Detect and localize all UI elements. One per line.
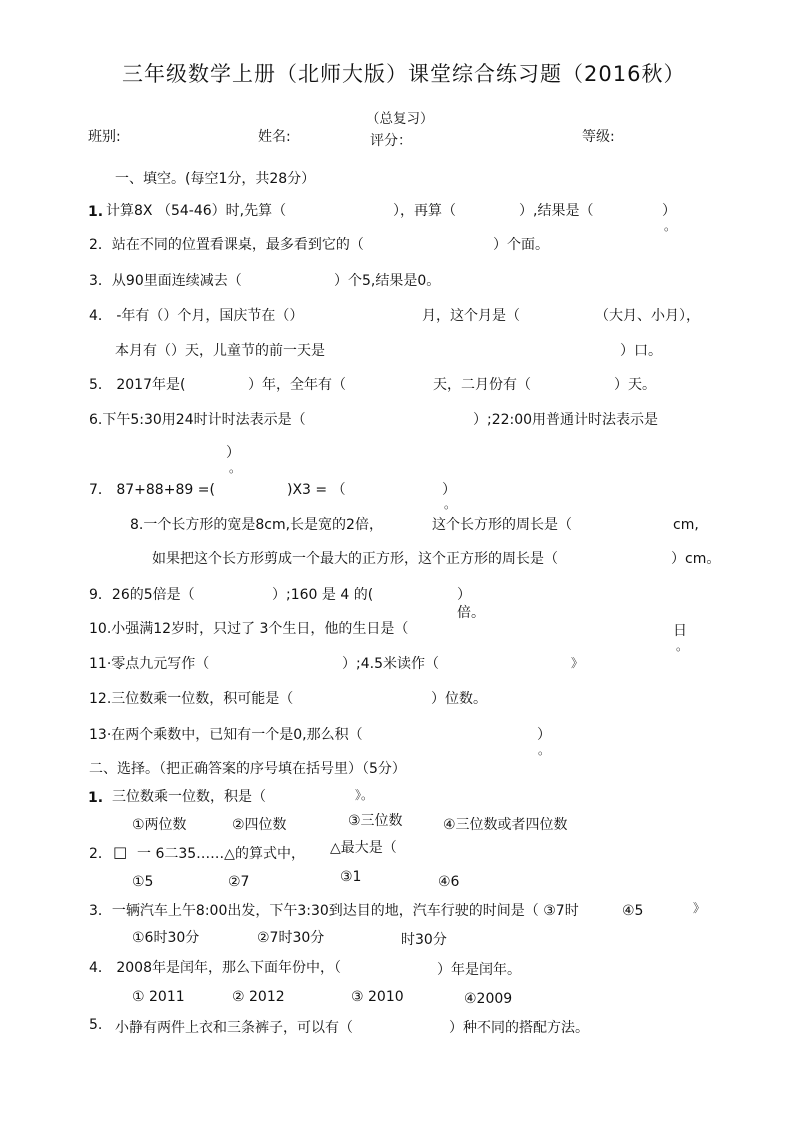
- question-text: ）;4.5米读作（: [342, 656, 439, 672]
- option-4: ④2009: [464, 991, 513, 1007]
- question-text: 如果把这个长方形剪成一个最大的正方形，这个正方形的周长是（: [152, 551, 558, 567]
- class-label: 班别:: [88, 129, 121, 145]
- question-text: 7． 87+88+89 =(: [89, 482, 215, 498]
- option-2: ②7: [228, 874, 250, 890]
- punctuation: 。: [538, 743, 551, 757]
- punctuation: 。: [229, 461, 242, 475]
- question-text: ），再算（: [393, 203, 456, 219]
- question-text: ）个面。: [493, 237, 549, 253]
- question-text: 3．从90里面连续减去（: [89, 273, 242, 289]
- section1-heading: 一、填空。(每空1分，共28分）: [115, 171, 316, 187]
- question-text: ④5: [622, 903, 644, 919]
- question-text: 倍。: [457, 605, 485, 621]
- question-number: 1.: [88, 204, 104, 220]
- punctuation: 。: [664, 219, 677, 233]
- question-text: 13·在两个乘数中，已知有一个是0,那么积（: [89, 727, 363, 743]
- question-text: ）天。: [614, 377, 656, 393]
- question-text: （大月、小月），: [595, 308, 700, 324]
- question-text: ）年是闰年。: [437, 962, 521, 978]
- question-text: 8.一个长方形的宽是8cm,长是宽的2倍，: [130, 517, 383, 533]
- question-text: ）位数。: [431, 691, 487, 707]
- question-text: 三位数乘一位数，积是（: [112, 789, 266, 805]
- question-text: 12.三位数乘一位数，积可能是（: [89, 691, 294, 707]
- question-text: 月，这个月是（: [422, 308, 520, 324]
- question-text: 6.下午5:30用24时计时法表示是（: [89, 412, 306, 428]
- question-text: ）: [226, 445, 240, 461]
- grade-label: 等级:: [582, 129, 615, 145]
- question-text: 5． 2017年是(: [89, 377, 186, 393]
- question-text: 11·零点九元写作（: [89, 656, 210, 672]
- question-text: 4． 2008年是闰年，那么下面年份中，（: [89, 960, 341, 976]
- question-text: 这个长方形的周长是（: [432, 517, 572, 533]
- section2-heading: 二、选择。（把正确答案的序号填在括号里）（5分）: [89, 761, 406, 777]
- question-text: ）: [457, 587, 471, 603]
- question-number: 2．: [89, 846, 112, 862]
- question-number: 5.: [89, 1017, 103, 1033]
- question-text: ）;22:00用普通计时法表示是: [473, 412, 659, 428]
- question-text: 本月有（）天，儿童节的前一天是: [115, 343, 325, 359]
- question-text: 10.小强满12岁时，只过了 3个生日，他的生日是（: [89, 621, 409, 637]
- punctuation: 》: [571, 656, 584, 670]
- question-text: )X3 = （: [287, 482, 346, 498]
- option-3: ③ 2010: [351, 989, 404, 1005]
- question-text: 4． -年有（）个月，国庆节在（）: [89, 308, 304, 324]
- option-2: ② 2012: [232, 989, 285, 1005]
- question-text: 3．一辆汽车上午8:00出发，下午3:30到达目的地，汽车行驶的时间是（ ③7时: [89, 903, 579, 919]
- question-text: 计算8X （54-46）时,先算（: [106, 203, 287, 219]
- option-1: ①两位数: [132, 817, 187, 833]
- option-2: ②7时30分: [257, 930, 325, 946]
- question-text: ）;160 是 4 的(: [272, 587, 374, 603]
- option-3: ③1: [340, 869, 362, 885]
- question-text: ）: [537, 727, 551, 743]
- option-3: ③三位数: [348, 813, 403, 829]
- option-4: ④6: [438, 874, 460, 890]
- question-text: ）种不同的搭配方法。: [449, 1020, 589, 1036]
- question-text: △最大是（: [330, 840, 397, 856]
- option-1: ①5: [132, 874, 154, 890]
- punctuation: 》: [693, 901, 706, 915]
- question-text: ）年，全年有（: [248, 377, 346, 393]
- question-text: ）: [442, 482, 456, 498]
- question-text: 小静有两件上衣和三条裤子，可以有（: [115, 1020, 353, 1036]
- name-label: 姓名:: [258, 129, 291, 145]
- question-text: ）口。: [620, 343, 662, 359]
- option-4: ④三位数或者四位数: [443, 817, 568, 833]
- punctuation: 。: [444, 497, 457, 511]
- question-text: ）: [662, 203, 676, 219]
- option-1: ①6时30分: [132, 930, 200, 946]
- question-text: 日: [673, 623, 687, 639]
- question-text: 2．站在不同的位置看课桌，最多看到它的（: [89, 237, 364, 253]
- question-text: 一 6二35……△的算式中，: [137, 846, 305, 862]
- option-1: ① 2011: [132, 989, 185, 1005]
- blank-box-icon: □: [113, 843, 128, 861]
- page-title: 三年级数学上册（北师大版）课堂综合练习题（2016秋）: [122, 62, 686, 86]
- punctuation: 》。: [355, 788, 374, 802]
- question-text: ）,结果是（: [519, 203, 594, 219]
- question-text: ）个5,结果是0。: [334, 273, 441, 289]
- question-text: 9．26的5倍是（: [89, 587, 195, 603]
- question-text: ）cm。: [671, 551, 721, 567]
- punctuation: 。: [676, 639, 689, 653]
- question-number: 1.: [88, 790, 104, 806]
- question-text: cm,: [673, 517, 699, 533]
- option-4-continuation: 时30分: [401, 932, 447, 948]
- question-text: 天，二月份有（: [433, 377, 531, 393]
- score-label: 评分：: [370, 133, 412, 149]
- option-2: ②四位数: [232, 817, 287, 833]
- page-subtitle: （总复习）: [366, 111, 434, 127]
